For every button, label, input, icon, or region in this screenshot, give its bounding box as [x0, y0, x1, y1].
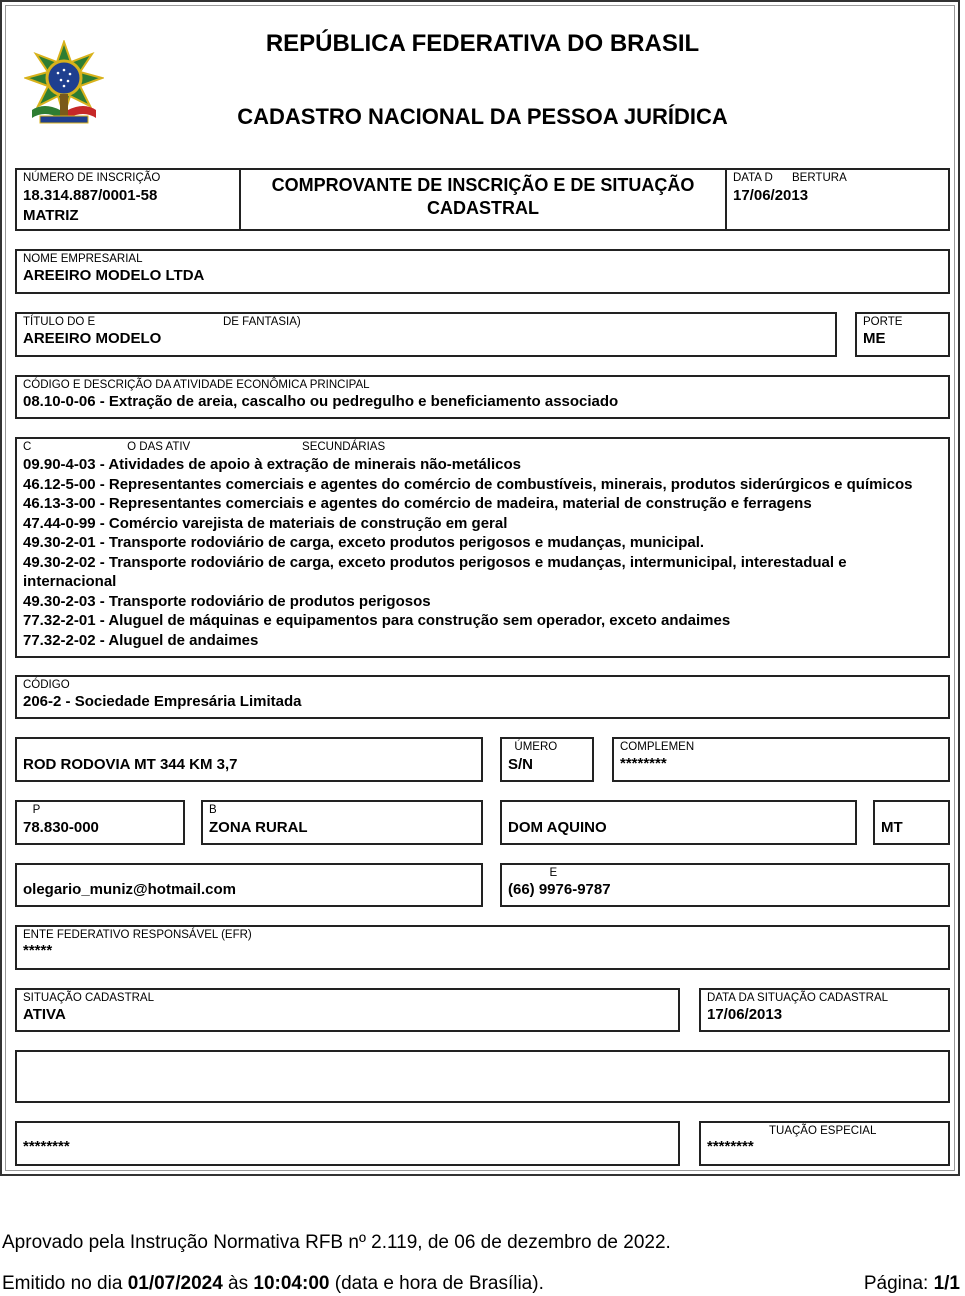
list-item: 49.30-2-03 - Transporte rodoviário de produtos perigosos	[23, 592, 431, 610]
list-item: 46.13-3-00 - Representantes comerciais e agentes do comércio de madeira, material de construção e ferragens	[23, 495, 812, 512]
page-number: Página: 1/1	[863, 1273, 960, 1294]
street-box	[15, 737, 483, 782]
opening-date-label: DATA D BERTURA	[733, 172, 847, 184]
size-box	[855, 312, 950, 357]
legal-nature-box	[15, 675, 950, 719]
number-label: ÚMERO	[508, 741, 558, 753]
complement-label: COMPLEMEN	[620, 741, 695, 753]
number-value: S/N	[508, 756, 534, 773]
comprovante-title-line1: COMPROVANTE DE INSCRIÇÃO E DE SITUAÇÃO	[271, 175, 695, 195]
efr-value: *****	[23, 942, 53, 959]
complement-value: ********	[620, 755, 667, 772]
secondary-activities-list	[23, 455, 942, 650]
size-value: ME	[863, 330, 886, 347]
phone-value: (66) 9976-9787	[508, 881, 611, 898]
trade-name-value: AREEIRO MODELO	[23, 330, 162, 347]
list-item: 77.32-2-02 - Aluguel de andaimes	[23, 631, 259, 649]
zip-value: 78.830-000	[23, 819, 99, 836]
list-item: 49.30-2-01 - Transporte rodoviário de carga, exceto produtos perigosos e mudanças, municipal.	[23, 534, 705, 551]
main-activity-box	[15, 375, 950, 419]
inscription-row	[15, 168, 950, 231]
inscription-number: 18.314.887/0001-58	[23, 187, 158, 204]
trade-name-label: TÍTULO DO E DE FANTASIA)	[23, 316, 301, 328]
list-item: 77.32-2-01 - Aluguel de máquinas e equipamentos para construção sem operador, exceto andaimes	[23, 612, 731, 629]
email-value: olegario_muniz@hotmail.com	[23, 881, 236, 898]
status-label: SITUAÇÃO CADASTRAL	[23, 992, 154, 1004]
inscription-type: MATRIZ	[23, 207, 79, 224]
efr-box	[15, 925, 950, 970]
number-box	[500, 737, 594, 782]
opening-date-value: 17/06/2013	[733, 187, 809, 204]
status-date-label: DATA DA SITUAÇÃO CADASTRAL	[707, 992, 889, 1004]
list-item: 49.30-2-02 - Transporte rodoviário de carga, exceto produtos perigosos e mudanças, intermunicipal, interestadual e internacional	[23, 553, 847, 590]
state-value: MT	[881, 819, 903, 836]
district-box	[201, 800, 483, 845]
legal-nature-label: CÓDIGO	[23, 679, 70, 691]
special-status-date-box	[699, 1121, 950, 1166]
approval-note: Aprovado pela Instrução Normativa RFB nº 2.119, de 06 de dezembro de 2022.	[2, 1232, 671, 1253]
special-status-date-value: ********	[707, 1138, 754, 1155]
state-box	[873, 800, 950, 845]
special-status-box	[15, 1121, 680, 1166]
comprovante-title-line2: CADASTRAL	[427, 198, 539, 218]
status-reason-box	[15, 1050, 950, 1103]
email-box	[15, 863, 483, 907]
republic-title: REPÚBLICA FEDERATIVA DO BRASIL	[265, 30, 700, 57]
district-value: ZONA RURAL	[209, 819, 308, 836]
list-item: 47.44-0-99 - Comércio varejista de materiais de construção em geral	[23, 514, 508, 532]
special-status-date-label: TUAÇÃO ESPECIAL	[769, 1125, 877, 1137]
company-name-value: AREEIRO MODELO LTDA	[23, 267, 205, 284]
phone-label: E	[508, 867, 558, 879]
street-value: ROD RODOVIA MT 344 KM 3,7	[23, 756, 238, 773]
issued-line: Emitido no dia 01/07/2024 às 10:04:00 (data e hora de Brasília).	[2, 1273, 544, 1294]
city-box	[500, 800, 857, 845]
zip-label: P	[23, 804, 41, 816]
company-name-box	[15, 249, 950, 294]
complement-box	[612, 737, 950, 782]
legal-nature-value: 206-2 - Sociedade Empresária Limitada	[23, 693, 302, 710]
issued-time: 10:04:00	[253, 1273, 330, 1294]
size-label: PORTE	[863, 316, 903, 328]
district-label: B	[209, 804, 217, 816]
main-activity-label: CÓDIGO E DESCRIÇÃO DA ATIVIDADE ECONÔMICA PRINCIPAL	[23, 379, 370, 391]
main-activity-value: 08.10-0-06 - Extração de areia, cascalho ou pedregulho e beneficiamento associado	[23, 393, 619, 410]
status-date-value: 17/06/2013	[707, 1006, 783, 1023]
zip-box	[15, 800, 185, 845]
registry-title: CADASTRO NACIONAL DA PESSOA JURÍDICA	[237, 104, 728, 129]
status-value: ATIVA	[23, 1006, 66, 1023]
inscription-label: NÚMERO DE INSCRIÇÃO	[23, 172, 161, 184]
city-value: DOM AQUINO	[508, 819, 607, 836]
secondary-activities-label: C O DAS ATIV SECUNDÁRIAS	[23, 441, 386, 453]
secondary-activities-box	[15, 437, 950, 658]
status-box	[15, 988, 680, 1032]
trade-name-box	[15, 312, 837, 357]
status-date-box	[699, 988, 950, 1032]
phone-box	[500, 863, 950, 907]
list-item: 46.12-5-00 - Representantes comerciais e agentes do comércio de combustíveis, minerais, produtos siderúrgicos e químicos	[23, 475, 913, 493]
special-status-value: ********	[23, 1138, 70, 1155]
efr-label: ENTE FEDERATIVO RESPONSÁVEL (EFR)	[23, 929, 252, 941]
list-item: 09.90-4-03 - Atividades de apoio à extração de minerais não-metálicos	[23, 456, 521, 473]
company-name-label: NOME EMPRESARIAL	[23, 253, 143, 265]
issued-date: 01/07/2024	[127, 1273, 223, 1294]
seal-blue-disc	[47, 61, 81, 95]
